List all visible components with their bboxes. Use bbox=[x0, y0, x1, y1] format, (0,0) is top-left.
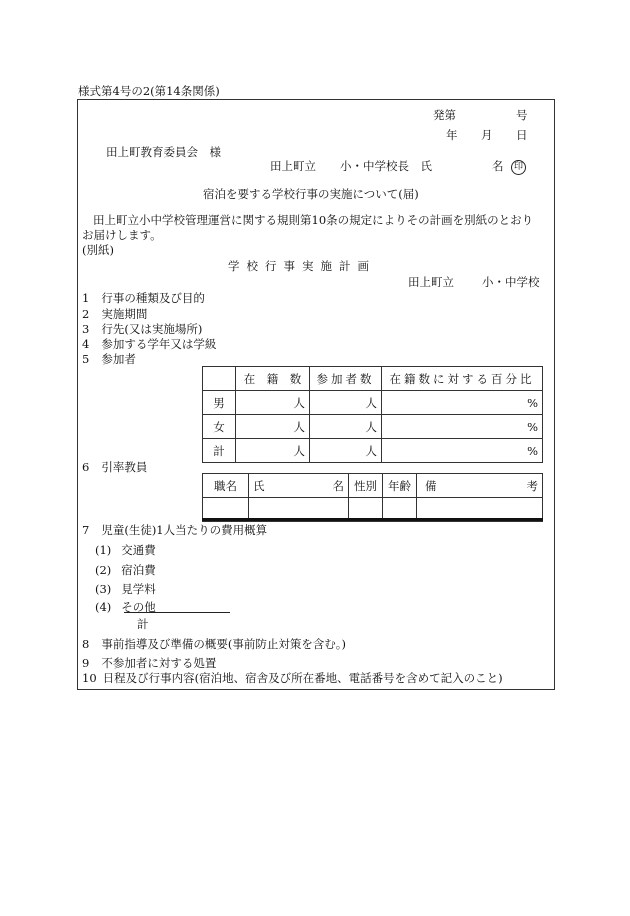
plan-title: 学校行事実施計画 bbox=[228, 259, 376, 273]
table-cell: 人 bbox=[310, 415, 382, 439]
document-title: 宿泊を要する学校行事の実施について(届) bbox=[203, 187, 419, 201]
table-header-row bbox=[203, 474, 543, 498]
date-month: 月 bbox=[481, 128, 493, 142]
body-text-line2: お届けします。 bbox=[82, 228, 162, 242]
table-cell: 人 bbox=[310, 439, 382, 463]
table-header-cell: 在 籍 数 bbox=[236, 367, 310, 391]
date-day: 日 bbox=[516, 128, 528, 142]
table-header-cell: 備 考 bbox=[417, 474, 543, 498]
plan-school-type: 小・中学校 bbox=[482, 275, 540, 289]
list-item: 9 不参加者に対する処置 bbox=[82, 656, 217, 670]
table-header-cell: 職名 bbox=[203, 474, 249, 498]
participants-table bbox=[202, 366, 543, 463]
addressee: 田上町教育委員会 様 bbox=[106, 145, 221, 159]
table-cell: % bbox=[382, 415, 543, 439]
table-cell: % bbox=[382, 439, 543, 463]
form-code: 様式第4号の2(第14条関係) bbox=[78, 84, 220, 98]
seal-icon: 印 bbox=[511, 160, 526, 175]
sender-town: 田上町立 bbox=[270, 159, 316, 173]
issue-number-prefix: 発第 bbox=[433, 108, 456, 122]
table-bottom-rule bbox=[202, 518, 543, 521]
table-cell: 人 bbox=[236, 391, 310, 415]
table-header-cell: 性別 bbox=[349, 474, 383, 498]
sender-role: 小・中学校長 氏 bbox=[340, 159, 432, 173]
issue-number-suffix: 号 bbox=[516, 108, 528, 122]
list-item: 7 児童(生徒)1人当たりの費用概算 bbox=[82, 523, 268, 537]
cost-item: (4) その他 bbox=[95, 600, 156, 614]
table-header-cell bbox=[203, 367, 236, 391]
list-item: 4 参加する学年又は学級 bbox=[82, 337, 217, 351]
list-item: 2 実施期間 bbox=[82, 307, 148, 321]
other-cost-underline bbox=[124, 612, 230, 613]
sender-name-label: 名 bbox=[492, 159, 504, 173]
cost-item: (2) 宿泊費 bbox=[95, 563, 156, 577]
table-cell: 人 bbox=[236, 415, 310, 439]
date-year: 年 bbox=[446, 128, 458, 142]
body-text-line1: 田上町立小中学校管理運営に関する規則第10条の規定によりその計画を別紙のとおり bbox=[93, 213, 534, 227]
list-item: 1 行事の種類及び目的 bbox=[82, 291, 205, 305]
table-cell: % bbox=[382, 391, 543, 415]
table-row bbox=[203, 439, 543, 463]
list-item: 5 参加者 bbox=[82, 352, 136, 366]
list-item: 3 行先(又は実施場所) bbox=[82, 322, 203, 336]
table-cell: 人 bbox=[236, 439, 310, 463]
table-header-cell: 在籍数に対する百分比 bbox=[382, 367, 543, 391]
list-item: 8 事前指導及び準備の概要(事前防止対策を含む。) bbox=[82, 637, 347, 651]
list-item: 6 引率教員 bbox=[82, 460, 148, 474]
attachment-label: (別紙) bbox=[82, 243, 114, 257]
table-cell: 女 bbox=[203, 415, 236, 439]
cost-item: (3) 見学料 bbox=[95, 582, 156, 596]
list-item: 10 日程及び行事内容(宿泊地、宿舎及び所在番地、電話番号を含めて記入のこと) bbox=[82, 671, 503, 685]
seal-mark bbox=[511, 158, 526, 175]
table-header-cell: 年齢 bbox=[383, 474, 417, 498]
table-cell: 男 bbox=[203, 391, 236, 415]
plan-school-town: 田上町立 bbox=[408, 275, 454, 289]
cost-total: 計 bbox=[137, 617, 149, 631]
cost-item: (1) 交通費 bbox=[95, 543, 156, 557]
table-cell: 計 bbox=[203, 439, 236, 463]
table-header-row bbox=[203, 367, 543, 391]
table-row bbox=[203, 415, 543, 439]
teachers-table bbox=[202, 473, 543, 522]
table-header-cell: 氏 名 bbox=[249, 474, 349, 498]
table-row bbox=[203, 391, 543, 415]
table-cell: 人 bbox=[310, 391, 382, 415]
table-header-cell: 参加者数 bbox=[310, 367, 382, 391]
